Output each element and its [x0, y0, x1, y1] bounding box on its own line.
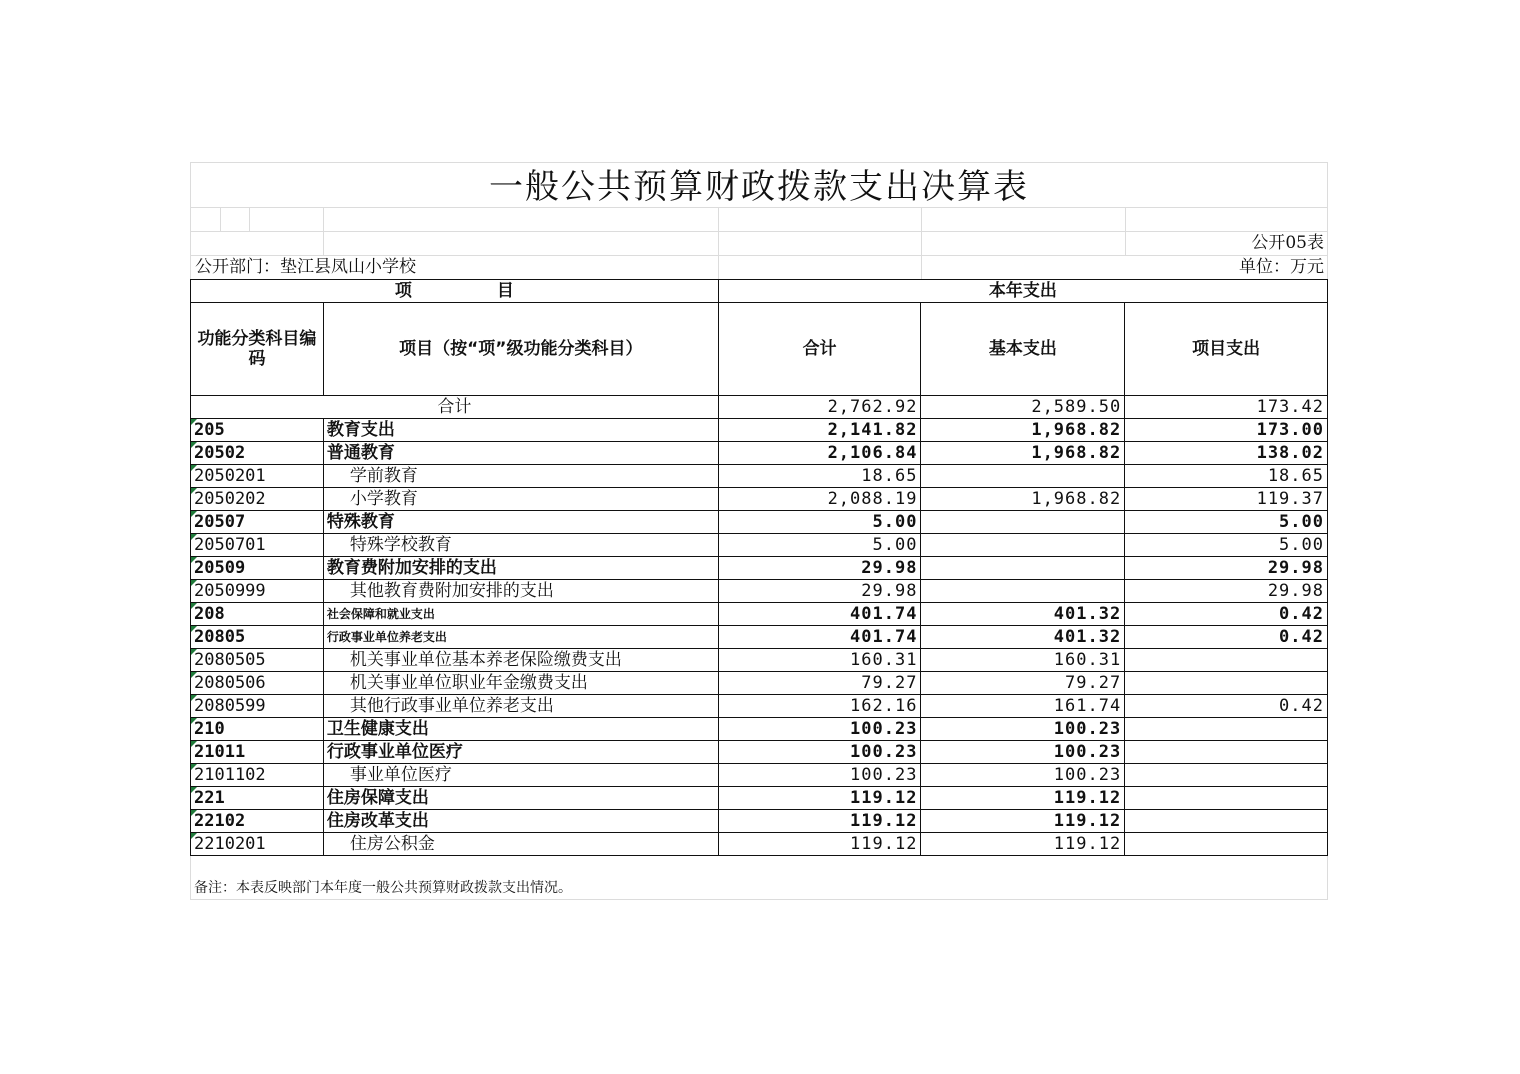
row-code: 2050202	[191, 488, 324, 511]
row-total: 5.00	[718, 511, 921, 534]
table-row	[191, 511, 1328, 534]
row-name: 行政事业单位医疗	[323, 741, 718, 764]
total-row-basic: 2,589.50	[921, 396, 1125, 419]
row-name: 学前教育	[323, 465, 718, 488]
row-total: 2,106.84	[718, 442, 921, 465]
table-row	[191, 534, 1328, 557]
table-row	[191, 810, 1328, 833]
table-row	[191, 419, 1328, 442]
row-basic: 1,968.82	[921, 488, 1125, 511]
row-name: 机关事业单位职业年金缴费支出	[323, 672, 718, 695]
row-basic: 401.32	[921, 603, 1125, 626]
row-code: 2080506	[191, 672, 324, 695]
page-title: 一般公共预算财政拨款支出决算表	[489, 167, 1029, 207]
row-basic	[921, 580, 1125, 603]
row-name: 教育费附加安排的支出	[323, 557, 718, 580]
row-project: 5.00	[1125, 534, 1328, 557]
code-column-header: 功能分类科目编码	[191, 303, 324, 396]
project-column-header: 项目支出	[1125, 303, 1328, 396]
row-total: 401.74	[718, 626, 921, 649]
row-name: 卫生健康支出	[323, 718, 718, 741]
total-row-project: 173.42	[1125, 396, 1328, 419]
row-code: 2050201	[191, 465, 324, 488]
row-basic	[921, 465, 1125, 488]
year-group-header: 本年支出	[718, 280, 1327, 303]
row-code: 20805	[191, 626, 324, 649]
table-row	[191, 787, 1328, 810]
header-row-group	[191, 280, 1328, 303]
table-row	[191, 465, 1328, 488]
row-basic: 100.23	[921, 764, 1125, 787]
row-basic: 119.12	[921, 833, 1125, 856]
row-code: 22102	[191, 810, 324, 833]
total-row-label: 合计	[191, 396, 719, 419]
row-name: 住房改革支出	[323, 810, 718, 833]
row-code: 208	[191, 603, 324, 626]
item-group-header: 项 目	[191, 280, 719, 303]
row-name: 机关事业单位基本养老保险缴费支出	[323, 649, 718, 672]
table-row	[191, 741, 1328, 764]
table-row	[191, 442, 1328, 465]
total-row-total: 2,762.92	[718, 396, 921, 419]
table-row	[191, 833, 1328, 856]
name-column-header: 项目（按“项”级功能分类科目）	[323, 303, 718, 396]
row-name: 特殊学校教育	[323, 534, 718, 557]
row-total: 79.27	[718, 672, 921, 695]
table-row	[191, 557, 1328, 580]
row-total: 160.31	[718, 649, 921, 672]
row-name: 事业单位医疗	[323, 764, 718, 787]
row-project: 0.42	[1125, 626, 1328, 649]
table-row	[191, 580, 1328, 603]
table-row	[191, 488, 1328, 511]
table-row	[191, 764, 1328, 787]
table-row	[191, 672, 1328, 695]
row-code: 2080599	[191, 695, 324, 718]
row-code: 2050701	[191, 534, 324, 557]
row-project: 0.42	[1125, 695, 1328, 718]
row-project	[1125, 764, 1328, 787]
row-basic: 1,968.82	[921, 442, 1125, 465]
row-code: 20507	[191, 511, 324, 534]
row-basic: 161.74	[921, 695, 1125, 718]
row-name: 行政事业单位养老支出	[323, 626, 718, 649]
row-name: 社会保障和就业支出	[323, 603, 718, 626]
row-total: 401.74	[718, 603, 921, 626]
row-total: 100.23	[718, 764, 921, 787]
row-basic: 119.12	[921, 810, 1125, 833]
row-total: 100.23	[718, 741, 921, 764]
row-basic: 119.12	[921, 787, 1125, 810]
row-basic	[921, 534, 1125, 557]
row-name: 特殊教育	[323, 511, 718, 534]
total-row	[191, 396, 1328, 419]
row-code: 2080505	[191, 649, 324, 672]
row-code: 2050999	[191, 580, 324, 603]
basic-column-header: 基本支出	[921, 303, 1125, 396]
row-code: 210	[191, 718, 324, 741]
row-basic	[921, 511, 1125, 534]
row-project	[1125, 649, 1328, 672]
row-project	[1125, 787, 1328, 810]
row-name: 普通教育	[323, 442, 718, 465]
row-total: 29.98	[718, 557, 921, 580]
row-total: 119.12	[718, 810, 921, 833]
row-code: 20502	[191, 442, 324, 465]
budget-sheet	[190, 162, 1328, 900]
row-total: 100.23	[718, 718, 921, 741]
row-code: 21011	[191, 741, 324, 764]
row-total: 162.16	[718, 695, 921, 718]
row-name: 其他行政事业单位养老支出	[323, 695, 718, 718]
row-total: 5.00	[718, 534, 921, 557]
row-project: 29.98	[1125, 580, 1328, 603]
row-name: 住房公积金	[323, 833, 718, 856]
row-basic: 1,968.82	[921, 419, 1125, 442]
row-project: 173.00	[1125, 419, 1328, 442]
row-name: 小学教育	[323, 488, 718, 511]
row-project: 138.02	[1125, 442, 1328, 465]
row-basic: 401.32	[921, 626, 1125, 649]
row-project	[1125, 833, 1328, 856]
table-row	[191, 603, 1328, 626]
header-row-columns	[191, 303, 1328, 396]
row-project: 18.65	[1125, 465, 1328, 488]
row-total: 2,141.82	[718, 419, 921, 442]
row-name: 教育支出	[323, 419, 718, 442]
form-number: 公开05表	[1251, 233, 1324, 253]
row-code: 221	[191, 787, 324, 810]
table-row	[191, 626, 1328, 649]
row-total: 18.65	[718, 465, 921, 488]
expenditure-table	[190, 279, 1328, 856]
row-name: 住房保障支出	[323, 787, 718, 810]
row-basic: 100.23	[921, 718, 1125, 741]
table-row	[191, 695, 1328, 718]
row-project	[1125, 741, 1328, 764]
table-row	[191, 718, 1328, 741]
row-code: 2101102	[191, 764, 324, 787]
row-code: 205	[191, 419, 324, 442]
row-project: 0.42	[1125, 603, 1328, 626]
footnote: 备注：本表反映部门本年度一般公共预算财政拨款支出情况。	[194, 880, 572, 896]
row-project	[1125, 718, 1328, 741]
row-project	[1125, 810, 1328, 833]
total-column-header: 合计	[718, 303, 921, 396]
row-basic: 100.23	[921, 741, 1125, 764]
table-row	[191, 649, 1328, 672]
row-total: 2,088.19	[718, 488, 921, 511]
row-project: 29.98	[1125, 557, 1328, 580]
row-total: 119.12	[718, 787, 921, 810]
row-name: 其他教育费附加安排的支出	[323, 580, 718, 603]
row-basic: 79.27	[921, 672, 1125, 695]
row-project	[1125, 672, 1328, 695]
row-total: 119.12	[718, 833, 921, 856]
department-label: 公开部门：垫江县凤山小学校	[195, 257, 416, 277]
row-code: 2210201	[191, 833, 324, 856]
row-project: 5.00	[1125, 511, 1328, 534]
unit-label: 单位：万元	[1239, 257, 1324, 277]
table-body	[191, 419, 1328, 856]
row-code: 20509	[191, 557, 324, 580]
row-basic: 160.31	[921, 649, 1125, 672]
row-total: 29.98	[718, 580, 921, 603]
row-project: 119.37	[1125, 488, 1328, 511]
row-basic	[921, 557, 1125, 580]
